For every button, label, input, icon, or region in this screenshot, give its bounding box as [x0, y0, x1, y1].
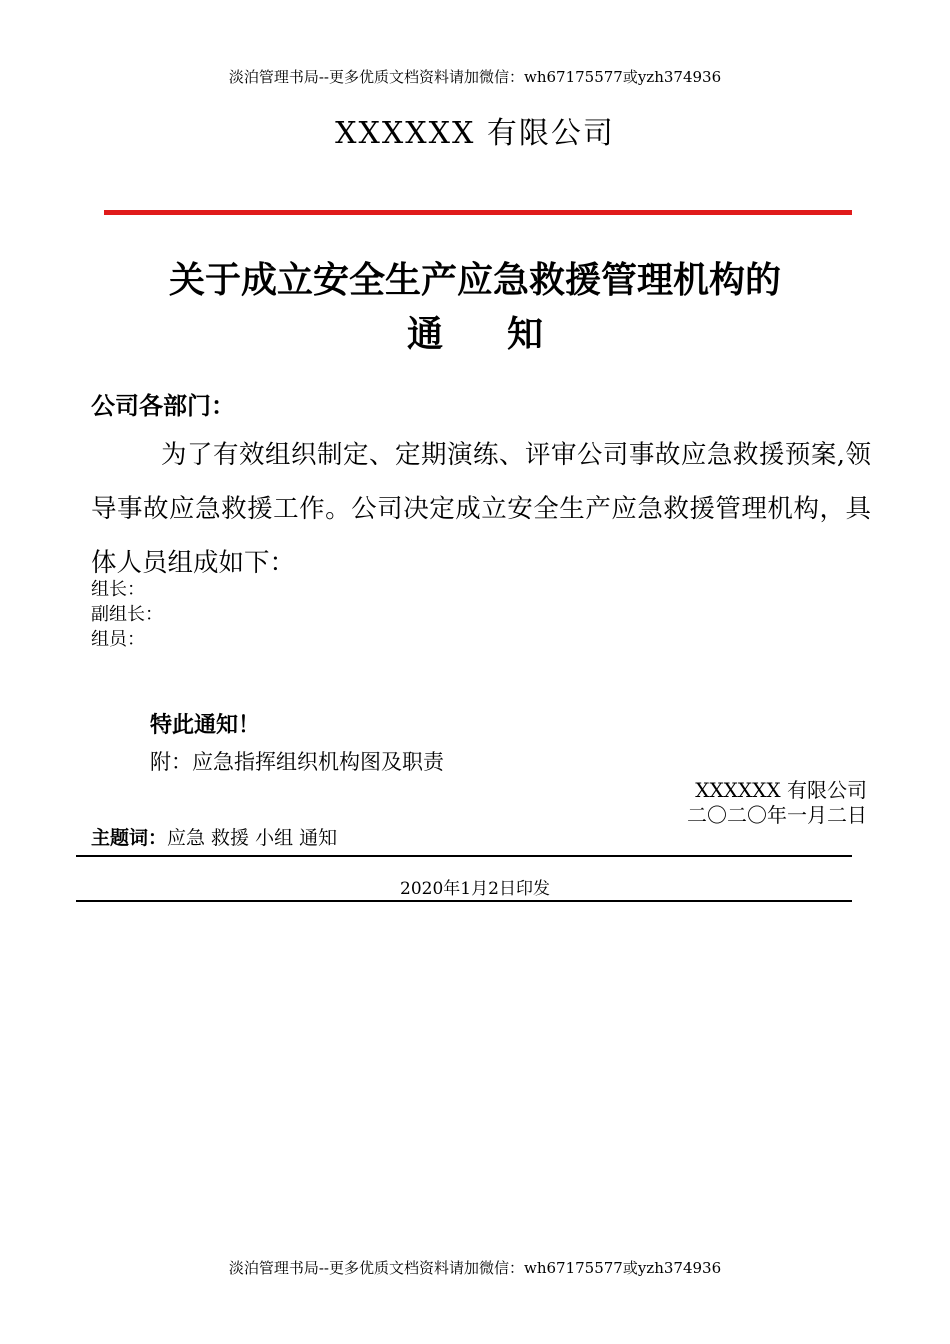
signature-company: XXXXXX 有限公司: [695, 778, 867, 802]
closing-text: 特此通知！: [150, 713, 261, 738]
keywords: [91, 823, 337, 850]
keywords-label: 主题词：: [91, 827, 168, 849]
salutation: 公司各部门：: [91, 392, 235, 420]
member-leader: 组长：: [91, 579, 145, 600]
member-deputy: 副组长：: [91, 604, 163, 625]
keywords-value: 应急 救援 小组 通知: [167, 827, 338, 849]
notice-title-line2: [0, 306, 950, 357]
divider-bottom: [76, 900, 852, 902]
attachment-note: 附：应急指挥组织机构图及职责: [150, 750, 444, 774]
body-paragraph: 为了有效组织制定、定期演练、评审公司事故应急救援预案,领导事故应急救援工作。公司决定成立安全生产应急救援管理机构，具体人员组成如下：: [91, 440, 871, 578]
notice-title-line1: 关于成立安全生产应急救援管理机构的: [168, 260, 781, 301]
red-divider: [104, 210, 852, 215]
header-note: 淡泊管理书局--更多优质文档资料请加微信：wh67175577或yzh374936: [228, 68, 722, 86]
member-staff: 组员：: [91, 629, 145, 650]
divider-top: [76, 855, 852, 857]
signature-date: 二〇二〇年一月二日: [687, 803, 867, 827]
footer-note: 淡泊管理书局--更多优质文档资料请加微信：wh67175577或yzh374936: [228, 1259, 722, 1277]
notice-title-char2: 知: [507, 314, 544, 355]
notice-title-char1: 通: [406, 314, 443, 355]
company-title: XXXXXX 有限公司: [335, 116, 615, 151]
issued-date: 2020年1月2日印发: [400, 879, 550, 899]
